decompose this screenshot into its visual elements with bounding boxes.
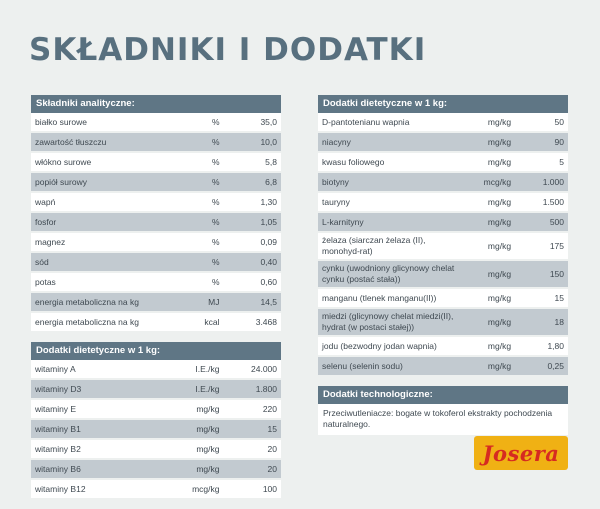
table-row xyxy=(31,379,281,399)
table-row xyxy=(318,288,568,308)
cell-value: 1.000 xyxy=(515,172,568,192)
cell-unit: MJ xyxy=(175,292,223,312)
page-title: SKŁADNIKI I DODATKI xyxy=(29,32,427,68)
cell-unit: mg/kg xyxy=(175,419,223,439)
table-row xyxy=(31,212,281,232)
table-row xyxy=(318,260,568,288)
cell-value: 20 xyxy=(224,439,282,459)
cell-name: magnez xyxy=(31,232,175,252)
cell-unit: mg/kg xyxy=(467,192,515,212)
cell-value: 0,60 xyxy=(224,272,282,292)
cell-value: 1.500 xyxy=(515,192,568,212)
cell-value: 220 xyxy=(224,399,282,419)
cell-name: miedzi (glicynowy chelat miedzi(II), hydrat (w postaci stałej)) xyxy=(318,308,467,336)
cell-unit: % xyxy=(175,212,223,232)
cell-unit: mg/kg xyxy=(175,439,223,459)
additives-header: Dodatki dietetyczne w 1 kg: xyxy=(318,95,568,113)
cell-name: L-karnityny xyxy=(318,212,467,232)
cell-name: zawartość tłuszczu xyxy=(31,132,175,152)
cell-value: 50 xyxy=(515,113,568,132)
table-row xyxy=(31,459,281,479)
cell-name: energia metaboliczna na kg xyxy=(31,292,175,312)
cell-name: wapń xyxy=(31,192,175,212)
vitamins-table xyxy=(31,360,281,500)
table-row xyxy=(31,292,281,312)
technological-text: Przeciwutleniacze: bogate w tokoferol ekstrakty pochodzenia naturalnego. xyxy=(318,404,568,435)
table-row xyxy=(31,399,281,419)
cell-value: 5 xyxy=(515,152,568,172)
cell-unit: mg/kg xyxy=(467,113,515,132)
table-row xyxy=(31,360,281,379)
table-row xyxy=(31,152,281,172)
table-row xyxy=(318,232,568,260)
table-row xyxy=(31,439,281,459)
left-column xyxy=(31,95,281,509)
cell-name: niacyny xyxy=(318,132,467,152)
cell-name: cynku (uwodniony glicynowy chelat cynku (postać stała)) xyxy=(318,260,467,288)
cell-unit: mg/kg xyxy=(467,232,515,260)
cell-name: witaminy D3 xyxy=(31,379,175,399)
cell-unit: I.E./kg xyxy=(175,379,223,399)
cell-unit: % xyxy=(175,132,223,152)
cell-unit: mcg/kg xyxy=(467,172,515,192)
table-row xyxy=(31,192,281,212)
cell-value: 1,05 xyxy=(224,212,282,232)
right-column xyxy=(318,95,568,444)
table-row xyxy=(31,479,281,499)
josera-logo xyxy=(474,436,568,470)
cell-unit: % xyxy=(175,232,223,252)
cell-unit: mg/kg xyxy=(467,308,515,336)
cell-name: witaminy E xyxy=(31,399,175,419)
technological-section xyxy=(318,386,568,435)
cell-name: jodu (bezwodny jodan wapnia) xyxy=(318,336,467,356)
table-row xyxy=(318,212,568,232)
table-row xyxy=(318,113,568,132)
cell-unit: mg/kg xyxy=(467,212,515,232)
cell-name: potas xyxy=(31,272,175,292)
cell-name: energia metaboliczna na kg xyxy=(31,312,175,332)
cell-unit: mg/kg xyxy=(467,336,515,356)
cell-value: 90 xyxy=(515,132,568,152)
cell-name: żelaza (siarczan żelaza (II), monohyd-rat) xyxy=(318,232,467,260)
analytical-header: Składniki analityczne: xyxy=(31,95,281,113)
analytical-section xyxy=(31,95,281,333)
table-row xyxy=(31,252,281,272)
cell-unit: kcal xyxy=(175,312,223,332)
cell-name: D-pantotenianu wapnia xyxy=(318,113,467,132)
cell-name: selenu (selenin sodu) xyxy=(318,356,467,376)
cell-value: 100 xyxy=(224,479,282,499)
table-row xyxy=(318,192,568,212)
cell-value: 1,80 xyxy=(515,336,568,356)
cell-unit: % xyxy=(175,272,223,292)
cell-name: witaminy B2 xyxy=(31,439,175,459)
cell-name: tauryny xyxy=(318,192,467,212)
cell-value: 15 xyxy=(224,419,282,439)
cell-name: witaminy B1 xyxy=(31,419,175,439)
cell-unit: % xyxy=(175,152,223,172)
cell-unit: % xyxy=(175,192,223,212)
cell-name: witaminy A xyxy=(31,360,175,379)
cell-value: 24.000 xyxy=(224,360,282,379)
cell-unit: mg/kg xyxy=(467,260,515,288)
cell-name: manganu (tlenek manganu(II)) xyxy=(318,288,467,308)
cell-name: kwasu foliowego xyxy=(318,152,467,172)
cell-name: witaminy B6 xyxy=(31,459,175,479)
cell-value: 0,25 xyxy=(515,356,568,376)
table-row xyxy=(31,419,281,439)
table-row xyxy=(31,132,281,152)
cell-unit: mg/kg xyxy=(467,132,515,152)
cell-value: 1,30 xyxy=(224,192,282,212)
cell-name: fosfor xyxy=(31,212,175,232)
cell-unit: mg/kg xyxy=(175,399,223,419)
table-row xyxy=(318,308,568,336)
table-row xyxy=(31,172,281,192)
cell-name: popiół surowy xyxy=(31,172,175,192)
cell-unit: mcg/kg xyxy=(175,479,223,499)
cell-value: 0,09 xyxy=(224,232,282,252)
cell-unit: % xyxy=(175,113,223,132)
table-row xyxy=(31,232,281,252)
cell-value: 18 xyxy=(515,308,568,336)
cell-unit: % xyxy=(175,252,223,272)
logo-text: Josera xyxy=(482,440,560,466)
cell-value: 6,8 xyxy=(224,172,282,192)
cell-unit: mg/kg xyxy=(467,356,515,376)
cell-value: 14,5 xyxy=(224,292,282,312)
cell-name: witaminy B12 xyxy=(31,479,175,499)
table-row xyxy=(31,113,281,132)
vitamins-header: Dodatki dietetyczne w 1 kg: xyxy=(31,342,281,360)
table-row xyxy=(318,356,568,376)
table-row xyxy=(31,312,281,332)
table-row xyxy=(31,272,281,292)
analytical-table xyxy=(31,113,281,333)
cell-value: 3.468 xyxy=(224,312,282,332)
cell-name: białko surowe xyxy=(31,113,175,132)
cell-unit: mg/kg xyxy=(467,288,515,308)
cell-unit: mg/kg xyxy=(467,152,515,172)
cell-value: 1.800 xyxy=(224,379,282,399)
table-row xyxy=(318,172,568,192)
table-row xyxy=(318,132,568,152)
cell-value: 500 xyxy=(515,212,568,232)
additives-section xyxy=(318,95,568,377)
cell-value: 20 xyxy=(224,459,282,479)
cell-unit: I.E./kg xyxy=(175,360,223,379)
cell-value: 15 xyxy=(515,288,568,308)
cell-value: 5,8 xyxy=(224,152,282,172)
cell-value: 175 xyxy=(515,232,568,260)
technological-header: Dodatki technologiczne: xyxy=(318,386,568,404)
cell-unit: % xyxy=(175,172,223,192)
cell-name: biotyny xyxy=(318,172,467,192)
cell-value: 35,0 xyxy=(224,113,282,132)
cell-value: 10,0 xyxy=(224,132,282,152)
cell-value: 0,40 xyxy=(224,252,282,272)
additives-table xyxy=(318,113,568,377)
cell-value: 150 xyxy=(515,260,568,288)
cell-unit: mg/kg xyxy=(175,459,223,479)
table-row xyxy=(318,336,568,356)
table-row xyxy=(318,152,568,172)
cell-name: włókno surowe xyxy=(31,152,175,172)
cell-name: sód xyxy=(31,252,175,272)
vitamins-section xyxy=(31,342,281,500)
